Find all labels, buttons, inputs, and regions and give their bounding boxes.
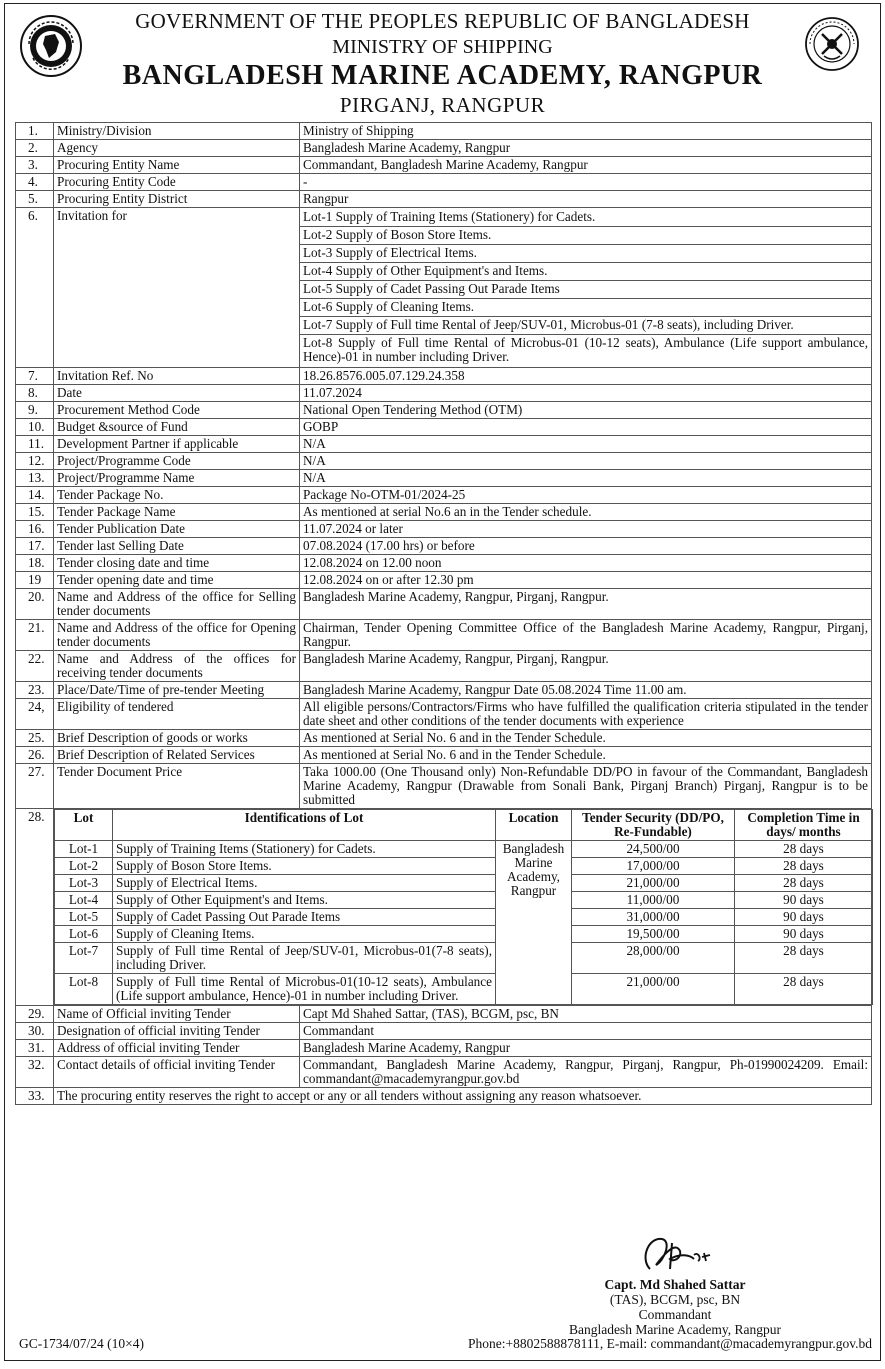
lot-number: Lot-6	[55, 926, 113, 943]
row-label: Name and Address of the office for Opening tender documents	[54, 620, 300, 651]
row-label: Invitation for	[54, 208, 300, 368]
header-academy: BANGLADESH MARINE ACADEMY, RANGPUR	[122, 60, 763, 91]
detail-row	[16, 174, 872, 191]
row-label: Designation of official inviting Tender	[54, 1023, 300, 1040]
lot-row	[55, 892, 873, 909]
tender-notice-page	[4, 3, 881, 1361]
lot-number: Lot-7	[55, 943, 113, 974]
row-value: N/A	[300, 453, 872, 470]
lot-row	[55, 943, 873, 974]
row-serial: 13.	[16, 470, 54, 487]
signatory-office: Bangladesh Marine Academy, Rangpur	[568, 1322, 782, 1337]
row-serial: 16.	[16, 521, 54, 538]
row-label: Name and Address of the offices for receiving tender documents	[54, 651, 300, 682]
row-label: Tender Document Price	[54, 764, 300, 809]
row-label: Name of Official inviting Tender	[54, 1006, 300, 1023]
invitation-lot-item: Lot-1 Supply of Training Items (Stationery) for Cadets.	[300, 209, 871, 227]
lot-security: 31,000/00	[572, 909, 735, 926]
lot-identification: Supply of Training Items (Stationery) for Cadets.	[113, 841, 496, 858]
invitation-lot-item: Lot-3 Supply of Electrical Items.	[300, 245, 871, 263]
row-value: -	[300, 174, 872, 191]
header-ministry: MINISTRY OF SHIPPING	[332, 36, 553, 58]
detail-row	[16, 419, 872, 436]
row-value: All eligible persons/Contractors/Firms who have fulfilled the qualification criteria stipulated in the tender date sheet and other conditions of the tender documents with experience	[300, 699, 872, 730]
row-value: Commandant, Bangladesh Marine Academy, Rangpur, Pirganj, Rangpur, Ph-01990024209. Email: commandant@macademyrangpur.gov.bd	[300, 1057, 872, 1088]
row-serial: 20.	[16, 589, 54, 620]
row-value: GOBP	[300, 419, 872, 436]
location-header: Location	[496, 810, 572, 841]
row-serial: 23.	[16, 682, 54, 699]
row-serial: 9.	[16, 402, 54, 419]
row-label: Invitation Ref. No	[54, 368, 300, 385]
row-value: N/A	[300, 436, 872, 453]
row-value: Rangpur	[300, 191, 872, 208]
lot-number: Lot-5	[55, 909, 113, 926]
row-serial: 18.	[16, 555, 54, 572]
detail-row	[16, 764, 872, 809]
detail-row	[16, 747, 872, 764]
row-serial: 31.	[16, 1040, 54, 1057]
identification-header: Identifications of Lot	[113, 810, 496, 841]
row-serial: 33.	[16, 1088, 54, 1105]
lot-identification: Supply of Electrical Items.	[113, 875, 496, 892]
lot-completion: 90 days	[735, 926, 873, 943]
detail-row	[16, 402, 872, 419]
lot-number: Lot-3	[55, 875, 113, 892]
row-serial: 28.	[16, 809, 54, 1006]
row-serial: 1.	[16, 123, 54, 140]
row-serial: 25.	[16, 730, 54, 747]
signatory-credentials: (TAS), BCGM, psc, BN	[609, 1292, 741, 1307]
row-label: Procurement Method Code	[54, 402, 300, 419]
lot-row	[55, 974, 873, 1005]
row-value: 11.07.2024 or later	[300, 521, 872, 538]
detail-row	[16, 487, 872, 504]
row-label: Project/Programme Code	[54, 453, 300, 470]
row-label: Contact details of official inviting Tender	[54, 1057, 300, 1088]
row-value: Ministry of Shipping	[300, 123, 872, 140]
row-label: Brief Description of Related Services	[54, 747, 300, 764]
row-serial: 17.	[16, 538, 54, 555]
row-label: Tender Publication Date	[54, 521, 300, 538]
invitation-lot-list	[300, 208, 872, 368]
lot-number: Lot-1	[55, 841, 113, 858]
row-serial: 12.	[16, 453, 54, 470]
detail-row	[16, 651, 872, 682]
lot-identification: Supply of Full time Rental of Jeep/SUV-01, Microbus-01(7-8 seats), including Driver.	[113, 943, 496, 974]
lot-table	[54, 809, 873, 1005]
row-serial: 27.	[16, 764, 54, 809]
detail-row	[16, 208, 872, 368]
lot-row	[55, 875, 873, 892]
detail-row	[16, 682, 872, 699]
row-label: Address of official inviting Tender	[54, 1040, 300, 1057]
row-label: Procuring Entity District	[54, 191, 300, 208]
row-label: Tender last Selling Date	[54, 538, 300, 555]
reservation-text: The procuring entity reserves the right to accept or any or all tenders without assigning any reason whatsoever.	[54, 1088, 872, 1105]
row-serial: 32.	[16, 1057, 54, 1088]
row-value: Package No-OTM-01/2024-25	[300, 487, 872, 504]
row-serial: 26.	[16, 747, 54, 764]
lot-security: 19,500/00	[572, 926, 735, 943]
lot-table-container	[54, 809, 872, 1006]
detail-row	[16, 504, 872, 521]
row-label: Procuring Entity Code	[54, 174, 300, 191]
row-value: Bangladesh Marine Academy, Rangpur	[300, 140, 872, 157]
detail-row	[16, 555, 872, 572]
lot-header: Lot	[55, 810, 113, 841]
row-value: As mentioned at Serial No. 6 and in the Tender Schedule.	[300, 730, 872, 747]
row-serial: 3.	[16, 157, 54, 174]
detail-row	[16, 699, 872, 730]
row-value: Taka 1000.00 (One Thousand only) Non-Refundable DD/PO in favour of the Commandant, Bangladesh Marine Academy, Rangpur (Drawable from Sonali Bank, Pirganj Branch) Pirganj, Rangpur is to be submitted	[300, 764, 872, 809]
row-serial: 15.	[16, 504, 54, 521]
row-value: Commandant	[300, 1023, 872, 1040]
lot-security: 24,500/00	[572, 841, 735, 858]
detail-row	[16, 730, 872, 747]
row-serial: 14.	[16, 487, 54, 504]
lot-security: 21,000/00	[572, 875, 735, 892]
row-label: Place/Date/Time of pre-tender Meeting	[54, 682, 300, 699]
row-serial: 24,	[16, 699, 54, 730]
row-label: Development Partner if applicable	[54, 436, 300, 453]
row-serial: 4.	[16, 174, 54, 191]
row-serial: 21.	[16, 620, 54, 651]
detail-row	[16, 589, 872, 620]
lot-security: 28,000/00	[572, 943, 735, 974]
row-serial: 29.	[16, 1006, 54, 1023]
security-header: Tender Security (DD/PO, Re-Fundable)	[572, 810, 735, 841]
signatory-designation: Commandant	[638, 1307, 712, 1322]
detail-row	[16, 140, 872, 157]
header-government: GOVERNMENT OF THE PEOPLES REPUBLIC OF BANGLADESH	[135, 9, 750, 33]
row-label: Date	[54, 385, 300, 402]
row-serial: 30.	[16, 1023, 54, 1040]
row-value: Chairman, Tender Opening Committee Office of the Bangladesh Marine Academy, Rangpur, Pirganj, Rangpur.	[300, 620, 872, 651]
lot-table-header	[55, 810, 873, 841]
lot-location: Bangladesh Marine Academy, Rangpur	[496, 841, 572, 1005]
detail-row	[16, 572, 872, 589]
lot-number: Lot-4	[55, 892, 113, 909]
lot-completion: 90 days	[735, 909, 873, 926]
row-value: N/A	[300, 470, 872, 487]
row-label: Tender Package Name	[54, 504, 300, 521]
detail-row	[16, 470, 872, 487]
completion-header: Completion Time in days/ months	[735, 810, 873, 841]
header-location: PIRGANJ, RANGPUR	[339, 93, 546, 117]
row-label: Tender Package No.	[54, 487, 300, 504]
row-label: Tender closing date and time	[54, 555, 300, 572]
row-label: Ministry/Division	[54, 123, 300, 140]
tender-details-table	[15, 122, 872, 1105]
row-value: Bangladesh Marine Academy, Rangpur	[300, 1040, 872, 1057]
signatory-name: Capt. Md Shahed Sattar	[604, 1277, 746, 1292]
row-serial: 2.	[16, 140, 54, 157]
handwritten-signature	[610, 1229, 740, 1277]
row-label: Brief Description of goods or works	[54, 730, 300, 747]
lot-identification: Supply of Full time Rental of Microbus-01(10-12 seats), Ambulance (Life support ambulance, Hence)-01 in number including Driver.	[113, 974, 496, 1005]
lot-number: Lot-2	[55, 858, 113, 875]
row-serial: 19	[16, 572, 54, 589]
row-serial: 8.	[16, 385, 54, 402]
invitation-lot-item: Lot-4 Supply of Other Equipment's and Items.	[300, 263, 871, 281]
footer-gc-code: GC-1734/07/24 (10×4)	[19, 1336, 144, 1351]
row-value: National Open Tendering Method (OTM)	[300, 402, 872, 419]
lot-security: 17,000/00	[572, 858, 735, 875]
lot-row	[55, 926, 873, 943]
lot-completion: 28 days	[735, 858, 873, 875]
detail-row	[16, 620, 872, 651]
detail-row	[16, 368, 872, 385]
invitation-lot-item: Lot-5 Supply of Cadet Passing Out Parade Items	[300, 281, 871, 299]
detail-row	[16, 191, 872, 208]
invitation-lot-item: Lot-7 Supply of Full time Rental of Jeep/SUV-01, Microbus-01 (7-8 seats), including Driver.	[300, 317, 871, 335]
detail-row	[16, 385, 872, 402]
lot-completion: 28 days	[735, 974, 873, 1005]
row-value: Bangladesh Marine Academy, Rangpur Date 05.08.2024 Time 11.00 am.	[300, 682, 872, 699]
invitation-lot-item: Lot-6 Supply of Cleaning Items.	[300, 299, 871, 317]
row-serial: 5.	[16, 191, 54, 208]
invitation-lot-item: Lot-8 Supply of Full time Rental of Microbus-01 (10-12 seats), Ambulance (Life support ambulance, Hence)-01 in number including Driver.	[303, 335, 868, 364]
detail-row	[16, 538, 872, 555]
detail-row	[16, 521, 872, 538]
row-serial: 7.	[16, 368, 54, 385]
lot-table-row	[16, 809, 872, 1006]
row-label: Name and Address of the office for Selling tender documents	[54, 589, 300, 620]
detail-row	[16, 123, 872, 140]
row-serial: 10.	[16, 419, 54, 436]
row-value: As mentioned at Serial No. 6 and in the Tender Schedule.	[300, 747, 872, 764]
row-value: Bangladesh Marine Academy, Rangpur, Pirganj, Rangpur.	[300, 589, 872, 620]
row-label: Procuring Entity Name	[54, 157, 300, 174]
notice-header	[5, 4, 880, 119]
detail-row	[16, 1023, 872, 1040]
detail-row	[16, 453, 872, 470]
row-serial: 22.	[16, 651, 54, 682]
row-label: Budget &source of Fund	[54, 419, 300, 436]
row-value: Capt Md Shahed Sattar, (TAS), BCGM, psc, BN	[300, 1006, 872, 1023]
lot-identification: Supply of Cleaning Items.	[113, 926, 496, 943]
row-label: Project/Programme Name	[54, 470, 300, 487]
row-value: 12.08.2024 on or after 12.30 pm	[300, 572, 872, 589]
lot-identification: Supply of Cadet Passing Out Parade Items	[113, 909, 496, 926]
lot-identification: Supply of Boson Store Items.	[113, 858, 496, 875]
marine-academy-crest-icon	[804, 16, 860, 74]
lot-completion: 28 days	[735, 875, 873, 892]
row-serial: 6.	[16, 208, 54, 368]
row-value: As mentioned at serial No.6 an in the Tender schedule.	[300, 504, 872, 521]
row-value: Bangladesh Marine Academy, Rangpur, Pirganj, Rangpur.	[300, 651, 872, 682]
lot-row	[55, 909, 873, 926]
row-label: Agency	[54, 140, 300, 157]
detail-row	[16, 1006, 872, 1023]
row-serial: 11.	[16, 436, 54, 453]
lot-identification: Supply of Other Equipment's and Items.	[113, 892, 496, 909]
detail-row	[16, 1057, 872, 1088]
detail-row	[16, 1040, 872, 1057]
row-label: Eligibility of tendered	[54, 699, 300, 730]
lot-row	[55, 841, 873, 858]
footer-contact: Phone:+8802588878111, E-mail: commandant@macademyrangpur.gov.bd	[468, 1336, 872, 1351]
row-value: 07.08.2024 (17.00 hrs) or before	[300, 538, 872, 555]
lot-completion: 28 days	[735, 943, 873, 974]
row-value: 18.26.8576.005.07.129.24.358	[300, 368, 872, 385]
row-label: Tender opening date and time	[54, 572, 300, 589]
row-value: Commandant, Bangladesh Marine Academy, Rangpur	[300, 157, 872, 174]
detail-row	[16, 157, 872, 174]
reservation-row	[16, 1088, 872, 1105]
lot-completion: 90 days	[735, 892, 873, 909]
lot-completion: 28 days	[735, 841, 873, 858]
lot-security: 11,000/00	[572, 892, 735, 909]
row-value: 11.07.2024	[300, 385, 872, 402]
invitation-lot-item: Lot-2 Supply of Boson Store Items.	[300, 227, 871, 245]
lot-number: Lot-8	[55, 974, 113, 1005]
detail-row	[16, 436, 872, 453]
signature-block	[525, 1229, 825, 1337]
row-value: 12.08.2024 on 12.00 noon	[300, 555, 872, 572]
lot-security: 21,000/00	[572, 974, 735, 1005]
lot-row	[55, 858, 873, 875]
